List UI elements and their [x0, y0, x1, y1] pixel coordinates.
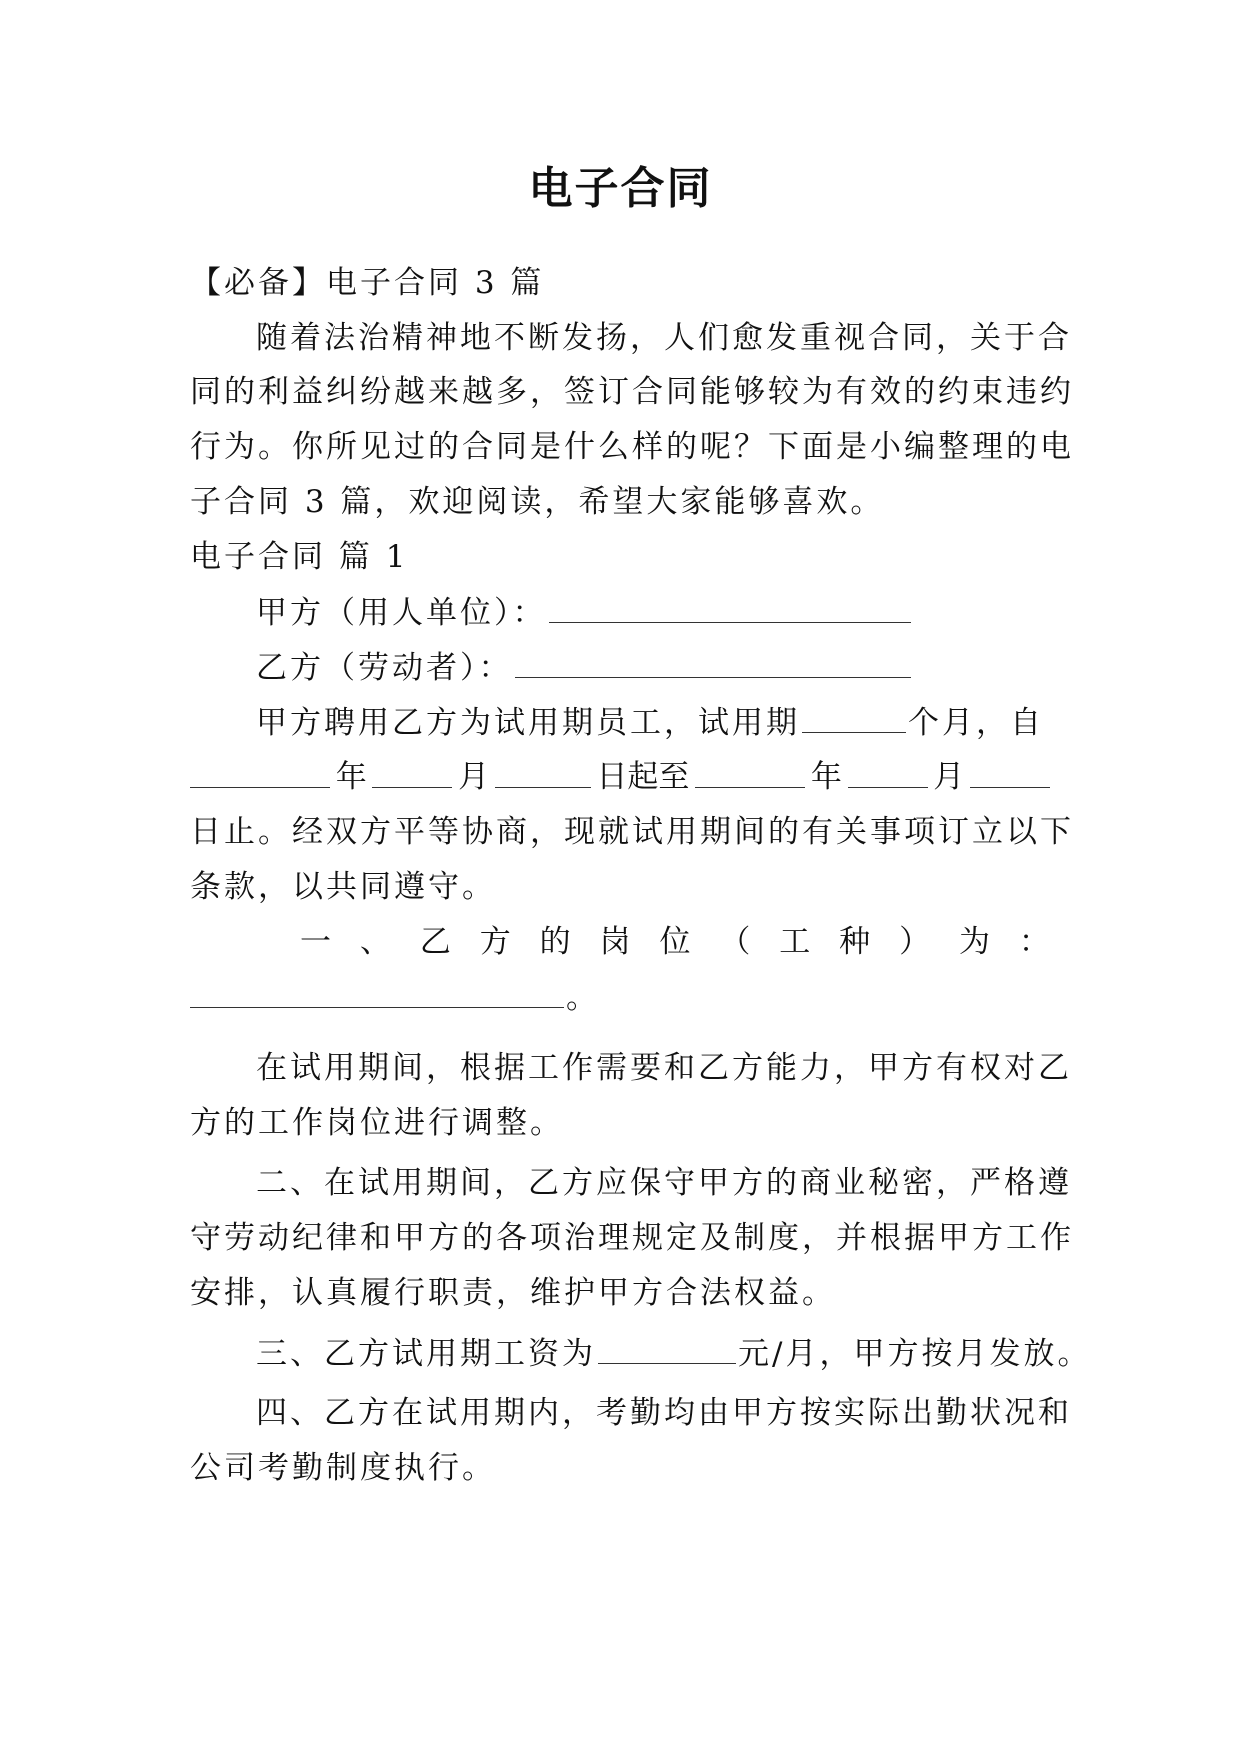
document-title: 电子合同: [528, 163, 713, 214]
clause-1-period: 。: [566, 980, 600, 1016]
end-month-blank: [848, 757, 928, 788]
clause-1-char: 为: [958, 924, 990, 960]
salary-blank: [598, 1333, 736, 1364]
party-a-line: [256, 592, 1050, 633]
clause-1-char: 、: [359, 924, 391, 960]
clause-1-char: 岗: [599, 924, 631, 960]
clause-1-char: 一: [300, 924, 331, 960]
clause-1-line: [300, 922, 1050, 962]
probation-line-2: [190, 757, 1050, 797]
party-b-label: 乙方（劳动者）：: [256, 650, 513, 686]
clause-1-blank-line: [190, 977, 1050, 1018]
intro-line-2: 同的利益纠纷越来越多，签订合同能够较为有效的约束违约: [190, 374, 1074, 410]
clause-2-line-3: 安排，认真履行职责，维护甲方合法权益。: [190, 1275, 836, 1311]
probation-text-2: 个月，自: [908, 705, 1044, 741]
start-day-blank: [495, 757, 591, 788]
year-label-2: 年: [810, 759, 842, 795]
clause-4-line-2: 公司考勤制度执行。: [190, 1450, 496, 1486]
party-b-line: [256, 647, 1050, 688]
party-a-label: 甲方（用人单位）：: [256, 595, 547, 631]
party-a-blank: [549, 592, 911, 623]
job-title-blank: [190, 977, 564, 1008]
clause-1-char: 位: [659, 924, 691, 960]
clause-3-before: 三、乙方试用期工资为: [256, 1336, 596, 1372]
start-year-blank: [190, 757, 330, 788]
clause-1-char: 的: [539, 924, 571, 960]
year-label: 年: [335, 759, 367, 795]
document-heading: 【必备】电子合同 3 篇: [190, 265, 545, 301]
probation-text-1: 甲方聘用乙方为试用期员工，试用期: [256, 705, 800, 741]
month-label: 月: [458, 759, 490, 795]
clause-3-after: 元/月，甲方按月发放。: [738, 1336, 1092, 1372]
clause-3-line: [256, 1333, 1092, 1374]
clause-1-char: ：: [1018, 924, 1050, 960]
adjust-line-2: 方的工作岗位进行调整。: [190, 1105, 564, 1141]
clause-1-char: 乙: [419, 924, 451, 960]
end-year-blank: [695, 757, 805, 788]
probation-months-blank: [802, 702, 906, 733]
probation-line-3: 日止。经双方平等协商，现就试用期间的有关事项订立以下: [190, 814, 1074, 850]
month-label-2: 月: [933, 759, 965, 795]
probation-line-4: 条款，以共同遵守。: [190, 869, 496, 905]
party-b-blank: [515, 647, 911, 678]
clause-1-char: ）: [899, 924, 931, 960]
adjust-line-1: 在试用期间，根据工作需要和乙方能力，甲方有权对乙: [256, 1050, 1072, 1086]
start-month-blank: [372, 757, 452, 788]
clause-2-line-2: 守劳动纪律和甲方的各项治理规定及制度，并根据甲方工作: [190, 1220, 1074, 1256]
intro-line-3: 行为。你所见过的合同是什么样的呢？下面是小编整理的电: [190, 429, 1074, 465]
clause-4-line-1: 四、乙方在试用期内，考勤均由甲方按实际出勤状况和: [256, 1395, 1072, 1431]
clause-1-char: 方: [479, 924, 511, 960]
day-from-label: 日起至: [596, 759, 690, 795]
intro-line-4: 子合同 3 篇，欢迎阅读，希望大家能够喜欢。: [190, 484, 885, 520]
probation-line-1: [256, 702, 1050, 743]
clause-1-char: （: [719, 924, 751, 960]
end-day-blank: [970, 757, 1050, 788]
section-title: 电子合同 篇 1: [190, 539, 409, 575]
intro-line-1: 随着法治精神地不断发扬，人们愈发重视合同，关于合: [256, 320, 1072, 356]
clause-2-line-1: 二、在试用期间，乙方应保守甲方的商业秘密，严格遵: [256, 1165, 1072, 1201]
clause-1-char: 工: [779, 924, 811, 960]
clause-1-char: 种: [839, 924, 871, 960]
